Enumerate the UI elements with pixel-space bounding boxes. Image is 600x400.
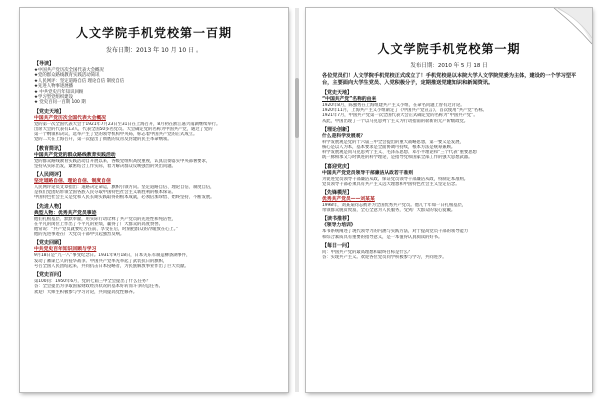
section-text-line: 1998年，刘某某同志被评为全国优秀共产党员。他几十年如一日扎根基层， — [322, 203, 467, 209]
toc-item: ★ 党史百问一百期 100 期 — [34, 100, 86, 106]
right-sections — [322, 90, 578, 260]
section-text-line: 坚持从实际出发，紧密结合工作实际，着力解决群众反映强烈的突出问题。 — [34, 163, 176, 169]
section-text-line: 和综合素质具有重要的指导意义，是一本值得认真阅读的好书。 — [322, 234, 443, 240]
section-text-line: 9月18日是“九一八”事变纪念日。1931年9月18日，日本关东军制造柳条湖事件， — [34, 253, 191, 259]
section-text-line: 既一脉相承又与时俱进的科学理论，是指导党和国家全部工作的强大思想武器。 — [322, 155, 473, 161]
section-subheading: 优秀共产党员——刘某某 — [322, 197, 375, 203]
section-text-line: 1920年11月，上海共产主义小组制定了《中国共产党宣言》，首次使用“共产党”名称。 — [322, 108, 487, 114]
toc-item: ★中国共产党历次全国代表大会概况 — [34, 68, 104, 73]
section-text-line: 问：中国共产党的最高理想和最终目标是什么？ — [322, 249, 413, 255]
scrollbar-thumb[interactable] — [295, 78, 299, 138]
section-text-line: 科学发展观是党的十六届三中全会提出的重大战略思想，第一要义是发展， — [322, 139, 464, 145]
section-text-line: 答：全会提出为争取国家财政经济状况的基本好转而斗争的总任务。 — [34, 284, 163, 290]
section-heading: 【喜迎党庆】 — [322, 163, 353, 170]
section-text-line: 带领群众脱贫致富，全心全意为人民服务，受到广大群众的衷心爱戴。 — [322, 208, 456, 214]
section-text-line: 从此，中国出现了一个以马克思列宁主义为行动指南的崭新的无产阶级政党。 — [322, 118, 469, 124]
section-text-line: 是我们党团结带领全国各族人民夺取中国特色社会主义新胜利的根本保证。 — [34, 190, 176, 196]
section-text-line: 他们扎根基层、默默奉献，用实际行动诠释了共产党员的先进性和纯洁性， — [34, 216, 176, 222]
section-text-line: 党的第一次全国代表大会于1921年7月23日至31日在上海召开，8月初在浙江嘉兴南湖继续举行。 — [34, 121, 221, 127]
section-text-line: 党员领导干部必须具有共产主义远大理想和中国特色社会主义坚定信念。 — [322, 181, 460, 187]
section-text-line: 号召全国人民团结起来，共同抗击日本侵略者，为民族解放事业作出了巨大贡献。 — [34, 263, 189, 269]
page-curl-icon — [548, 8, 592, 48]
section-subheading: 中国共产党党的群众路线教育实践活动 — [34, 152, 116, 158]
toc-item: ★学习型党组织建设 — [34, 95, 74, 101]
right-page-date: 发布日期：2010 年 5 月 18 日 — [410, 63, 488, 69]
section-heading: 【先进人物】 — [34, 203, 65, 210]
left-page-date: 发布日期：2013 年 10 月 10 日 。 — [106, 47, 202, 54]
section-subheading: 中共党史百年知识回顾与学习 — [34, 247, 97, 253]
section-subheading: 《领导力培训》 — [322, 223, 356, 229]
section-text-line: 他的先进事迹在广大党员干部中引起强烈反响。 — [34, 232, 125, 238]
section-text-line: 他常说：“共产党员就要吃苦在前、享受在后，时刻把群众的冷暖放在心上。” — [34, 227, 179, 233]
section-heading: 【党史天地】 — [322, 90, 353, 96]
right-page-content — [306, 69, 592, 260]
section-subheading: 中国共产党党员领导干部廉洁从政若干准则 — [322, 170, 414, 176]
section-heading: 【理论创新】 — [322, 126, 353, 133]
section-heading: 【每日一问】 — [322, 242, 353, 249]
section-heading: 【教育简讯】 — [34, 145, 65, 152]
section-subheading: 坚定道路自信、理论自信、制度自信 — [34, 179, 111, 185]
section-subheading: “中国共产党”名称的由来 — [322, 97, 377, 102]
section-text-line: 在平凡的岗位上作出了不平凡的业绩，赢得了广大群众的高度赞誉。 — [34, 221, 163, 227]
section-text-line: 为促进党员领导干部廉洁从政，保证党员领导干部廉洁从政，特制定本准则。 — [322, 176, 469, 182]
toc-item: ★先进人物事迹展播 — [34, 84, 74, 90]
toc-list — [34, 68, 276, 106]
section-heading: 【党史回顾】 — [34, 240, 65, 247]
left-page-title: 人文学院手机党校第一百期 — [75, 26, 232, 40]
right-page-title: 人文学院手机党校第一期 — [377, 42, 521, 56]
section-heading: 【党史百问】 — [34, 272, 65, 279]
section-text-line: 核心是以人为本，基本要求是全面协调可持续，根本方法是统筹兼顾。 — [322, 145, 456, 151]
section-text-line: 1921年7月，中国共产党第一次全国代表大会正式确定党的名称为“中国共产党”。 — [322, 113, 478, 119]
toc-item: ★人民网评：坚定道路自信 理论自信 制度自信 — [34, 78, 125, 84]
section-text-line: 1920年8月，陈独秀在上海组建共产主义小组，在命名问题上曾有过讨论。 — [322, 103, 465, 108]
section-text-line: 科学发展观是同马克思列宁主义、毛泽东思想、邓小平理论和“三个代表”重要思想 — [322, 150, 477, 156]
section-heading: 【党史天地】 — [34, 108, 65, 115]
left-sections — [34, 109, 276, 295]
section-text-line: 欢迎广大师生积极参与学习讨论，共同提高党性修养。 — [34, 289, 138, 295]
section-text-line: 党的群众路线教育实践活动自开展以来，各级党组织高度重视，认真贯彻落实中央部署要求， — [34, 158, 211, 164]
right-page — [306, 8, 592, 392]
section-text-line: 本书系统阐述了现代领导力的内涵与实践方法，对于提高党员干部的领导能力 — [322, 229, 469, 235]
toc-item: ★ 中共党史百年知识回顾 — [34, 89, 84, 95]
section-subheading: 典型人物：优秀共产党员事迹 — [34, 210, 97, 216]
toc-item: ★党的群众路线教育实践活动简讯 — [34, 73, 100, 79]
section-text-line: 中国特色社会主义是党和人民长期实践取得的根本成就，必须倍加珍惜、始终坚持、不断发展。 — [34, 195, 215, 201]
section-text-line: 党的二大在上海召开，第一次提出了彻底的反帝反封建的民主革命纲领。 — [34, 137, 172, 143]
section-text-line: 第100问：1950年6月，党的七届三中全会提出了什么任务？ — [34, 279, 151, 285]
right-page-intro: 各位党员们！人文学院手机党校正式成立了！手机党校是以本院大学人文学院党委为主体，建设的一个学习型平台，主要面向大学生党员、入党积极分子，定期推送党建知识和新闻资讯。 — [322, 73, 577, 86]
toc-heading: 【导读】 — [34, 61, 55, 67]
left-page-content — [20, 54, 288, 295]
section-subheading: 中国共产党历次全国代表大会概况 — [34, 115, 106, 121]
left-page — [20, 8, 288, 392]
section-subheading: 什么是科学发展观？ — [322, 133, 366, 139]
section-text-line: 人民网评论员文章指出：道路决定命运，旗帜引领方向。坚定道路自信、理论自信、制度自信， — [34, 185, 215, 191]
section-text-line: 发动了蓄谋已久的侵华战争。中国共产党率先举起了武装抗日的旗帜， — [34, 258, 168, 264]
section-text-line: 第一个纲领和决议，选举产生了党的领导机构中央局，标志着中国共产党的正式成立。 — [34, 132, 198, 138]
section-text-line: 答：实现共产主义。欢迎各位党员同学积极参与学习，共同进步。 — [322, 255, 447, 261]
vertical-scrollbar[interactable] — [295, 8, 299, 392]
section-heading: 【读书推荐】 — [322, 216, 353, 223]
section-heading: 【先锋模范】 — [322, 190, 353, 197]
section-text-line: 出席大会的代表有13人，代表全国50多名党员。大会确定党的名称为中国共产党，通过了党的 — [34, 127, 213, 133]
section-heading: 【人民网评】 — [34, 172, 65, 179]
